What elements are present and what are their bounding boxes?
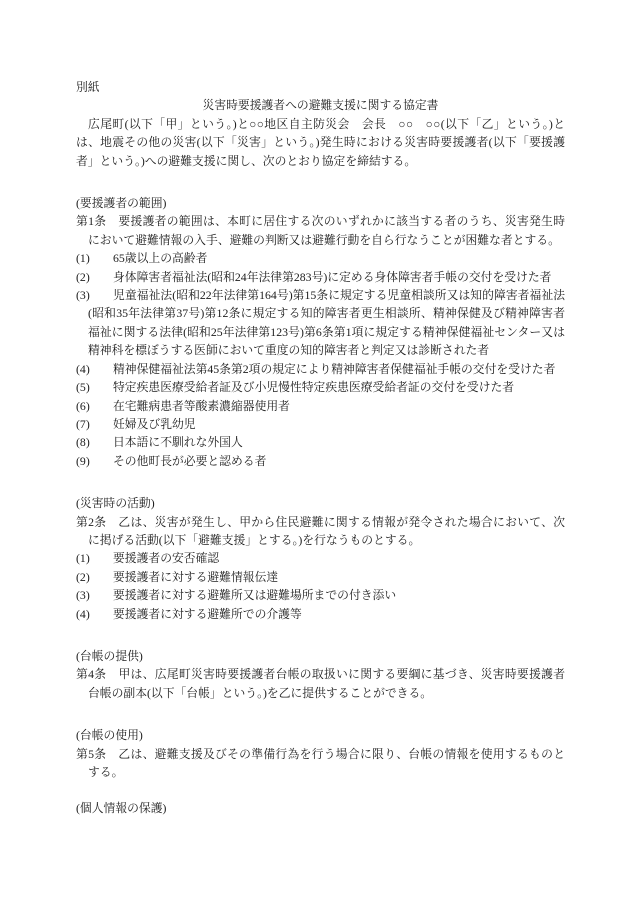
section-heading: (台帳の提供) (76, 648, 143, 663)
list-item (76, 568, 565, 586)
item-text: その他町長が必要と認める者 (113, 453, 267, 468)
item-text: 妊婦及び乳幼児 (113, 416, 196, 431)
preamble-paragraph: 広尾町(以下「甲」という。)と○○地区自主防災会 会長 ○○ ○○(以下「乙」という。)とは、地震その他の災害(以下「災害」という。)発生時における災害時要援護者(以下「要援護者」という。)への避難支援に関し、次のとおり協定を締結する。 (76, 116, 565, 168)
item-text: 要援護者に対する避難情報伝達 (113, 569, 279, 584)
article-5-text: 第5条 乙は、避難支援及びその準備行為を行う場合に限り、台帳の情報を使用するものとする。 (76, 746, 565, 779)
article-1-text: 第1条 要援護者の範囲は、本町に居住する次のいずれかに該当する者のうち、災害発生時において避難情報の入手、避難の判断又は避難行動を自ら行なうことが困難な者とする。 (76, 214, 565, 247)
item-text: 児童福祉法(昭和22年法律第164号)第15条に規定する児童相談所又は知的障害者福祉法(昭和35年法律第37号)第12条に規定する知的障害者更生相談所、精神保健及び精神障害者福祉に関する法律(昭和25年法律第123号)第6条第1項に規定する精神保健福祉センター又は精神科を標ぼうする医師において重度の知的障害者と判定又は診断された者 (88, 288, 565, 358)
item-number: (8) (76, 435, 90, 450)
item-number: (3) (76, 588, 90, 603)
list-item (76, 452, 565, 470)
list-item (76, 605, 565, 623)
item-number: (7) (76, 416, 90, 431)
list-item (76, 360, 565, 378)
item-text: 身体障害者福祉法(昭和24年法律第283号)に定める身体障害者手帳の交付を受けた者 (113, 269, 552, 284)
item-number: (2) (76, 569, 90, 584)
list-item (76, 268, 565, 286)
list-item (76, 249, 565, 267)
section-heading: (災害時の活動) (76, 496, 155, 511)
list-item (76, 378, 565, 396)
item-number: (3) (76, 288, 90, 303)
section-heading: (台帳の使用) (76, 728, 143, 743)
item-text: 要援護者に対する避難所又は避難場所までの付き添い (113, 588, 397, 603)
item-number: (2) (76, 269, 90, 284)
item-text: 日本語に不馴れな外国人 (113, 435, 243, 450)
section-register-use (76, 726, 565, 781)
item-text: 特定疾患医療受給者証及び小児慢性特定疾患医療受給者証の交付を受けた者 (113, 380, 515, 395)
item-text: 在宅難病患者等酸素濃縮器使用者 (113, 398, 290, 413)
section-register-provision (76, 647, 565, 702)
section-personal-info-protection (76, 799, 565, 817)
item-number: (4) (76, 606, 90, 621)
list-item (76, 433, 565, 451)
list-item (76, 415, 565, 433)
document-title: 災害時要援護者への避難支援に関する協定書 (202, 98, 439, 113)
article-2-text: 第2条 乙は、災害が発生し、甲から住民避難に関する情報が発令された場合において、次に掲げる活動(以下「避難支援」とする。)を行なうものとする。 (76, 514, 565, 547)
item-number: (9) (76, 453, 90, 468)
list-item (76, 586, 565, 604)
item-number: (1) (76, 251, 90, 266)
item-text: 精神保健福祉法第45条第2項の規定により精神障害者保健福祉手帳の交付を受けた者 (113, 361, 556, 376)
item-text: 要援護者に対する避難所での介護等 (113, 606, 302, 621)
list-item (76, 286, 565, 360)
attachment-label: 別紙 (76, 80, 100, 94)
section-heading: (個人情報の保護) (76, 801, 167, 816)
item-text: 要援護者の安否確認 (113, 551, 220, 566)
list-item (76, 549, 565, 567)
article-4-text: 第4条 甲は、広尾町災害時要援護者台帳の取扱いに関する要綱に基づき、災害時要援護者台帳の副本(以下「台帳」という。)を乙に提供することができる。 (76, 667, 565, 700)
list-item (76, 397, 565, 415)
section-heading: (要援護者の範囲) (76, 196, 167, 211)
item-number: (5) (76, 380, 90, 395)
section-scope-of-persons (76, 194, 565, 470)
section-disaster-activities (76, 494, 565, 623)
item-text: 65歳以上の高齢者 (113, 251, 208, 266)
item-number: (4) (76, 361, 90, 376)
item-number: (6) (76, 398, 90, 413)
item-number: (1) (76, 551, 90, 566)
